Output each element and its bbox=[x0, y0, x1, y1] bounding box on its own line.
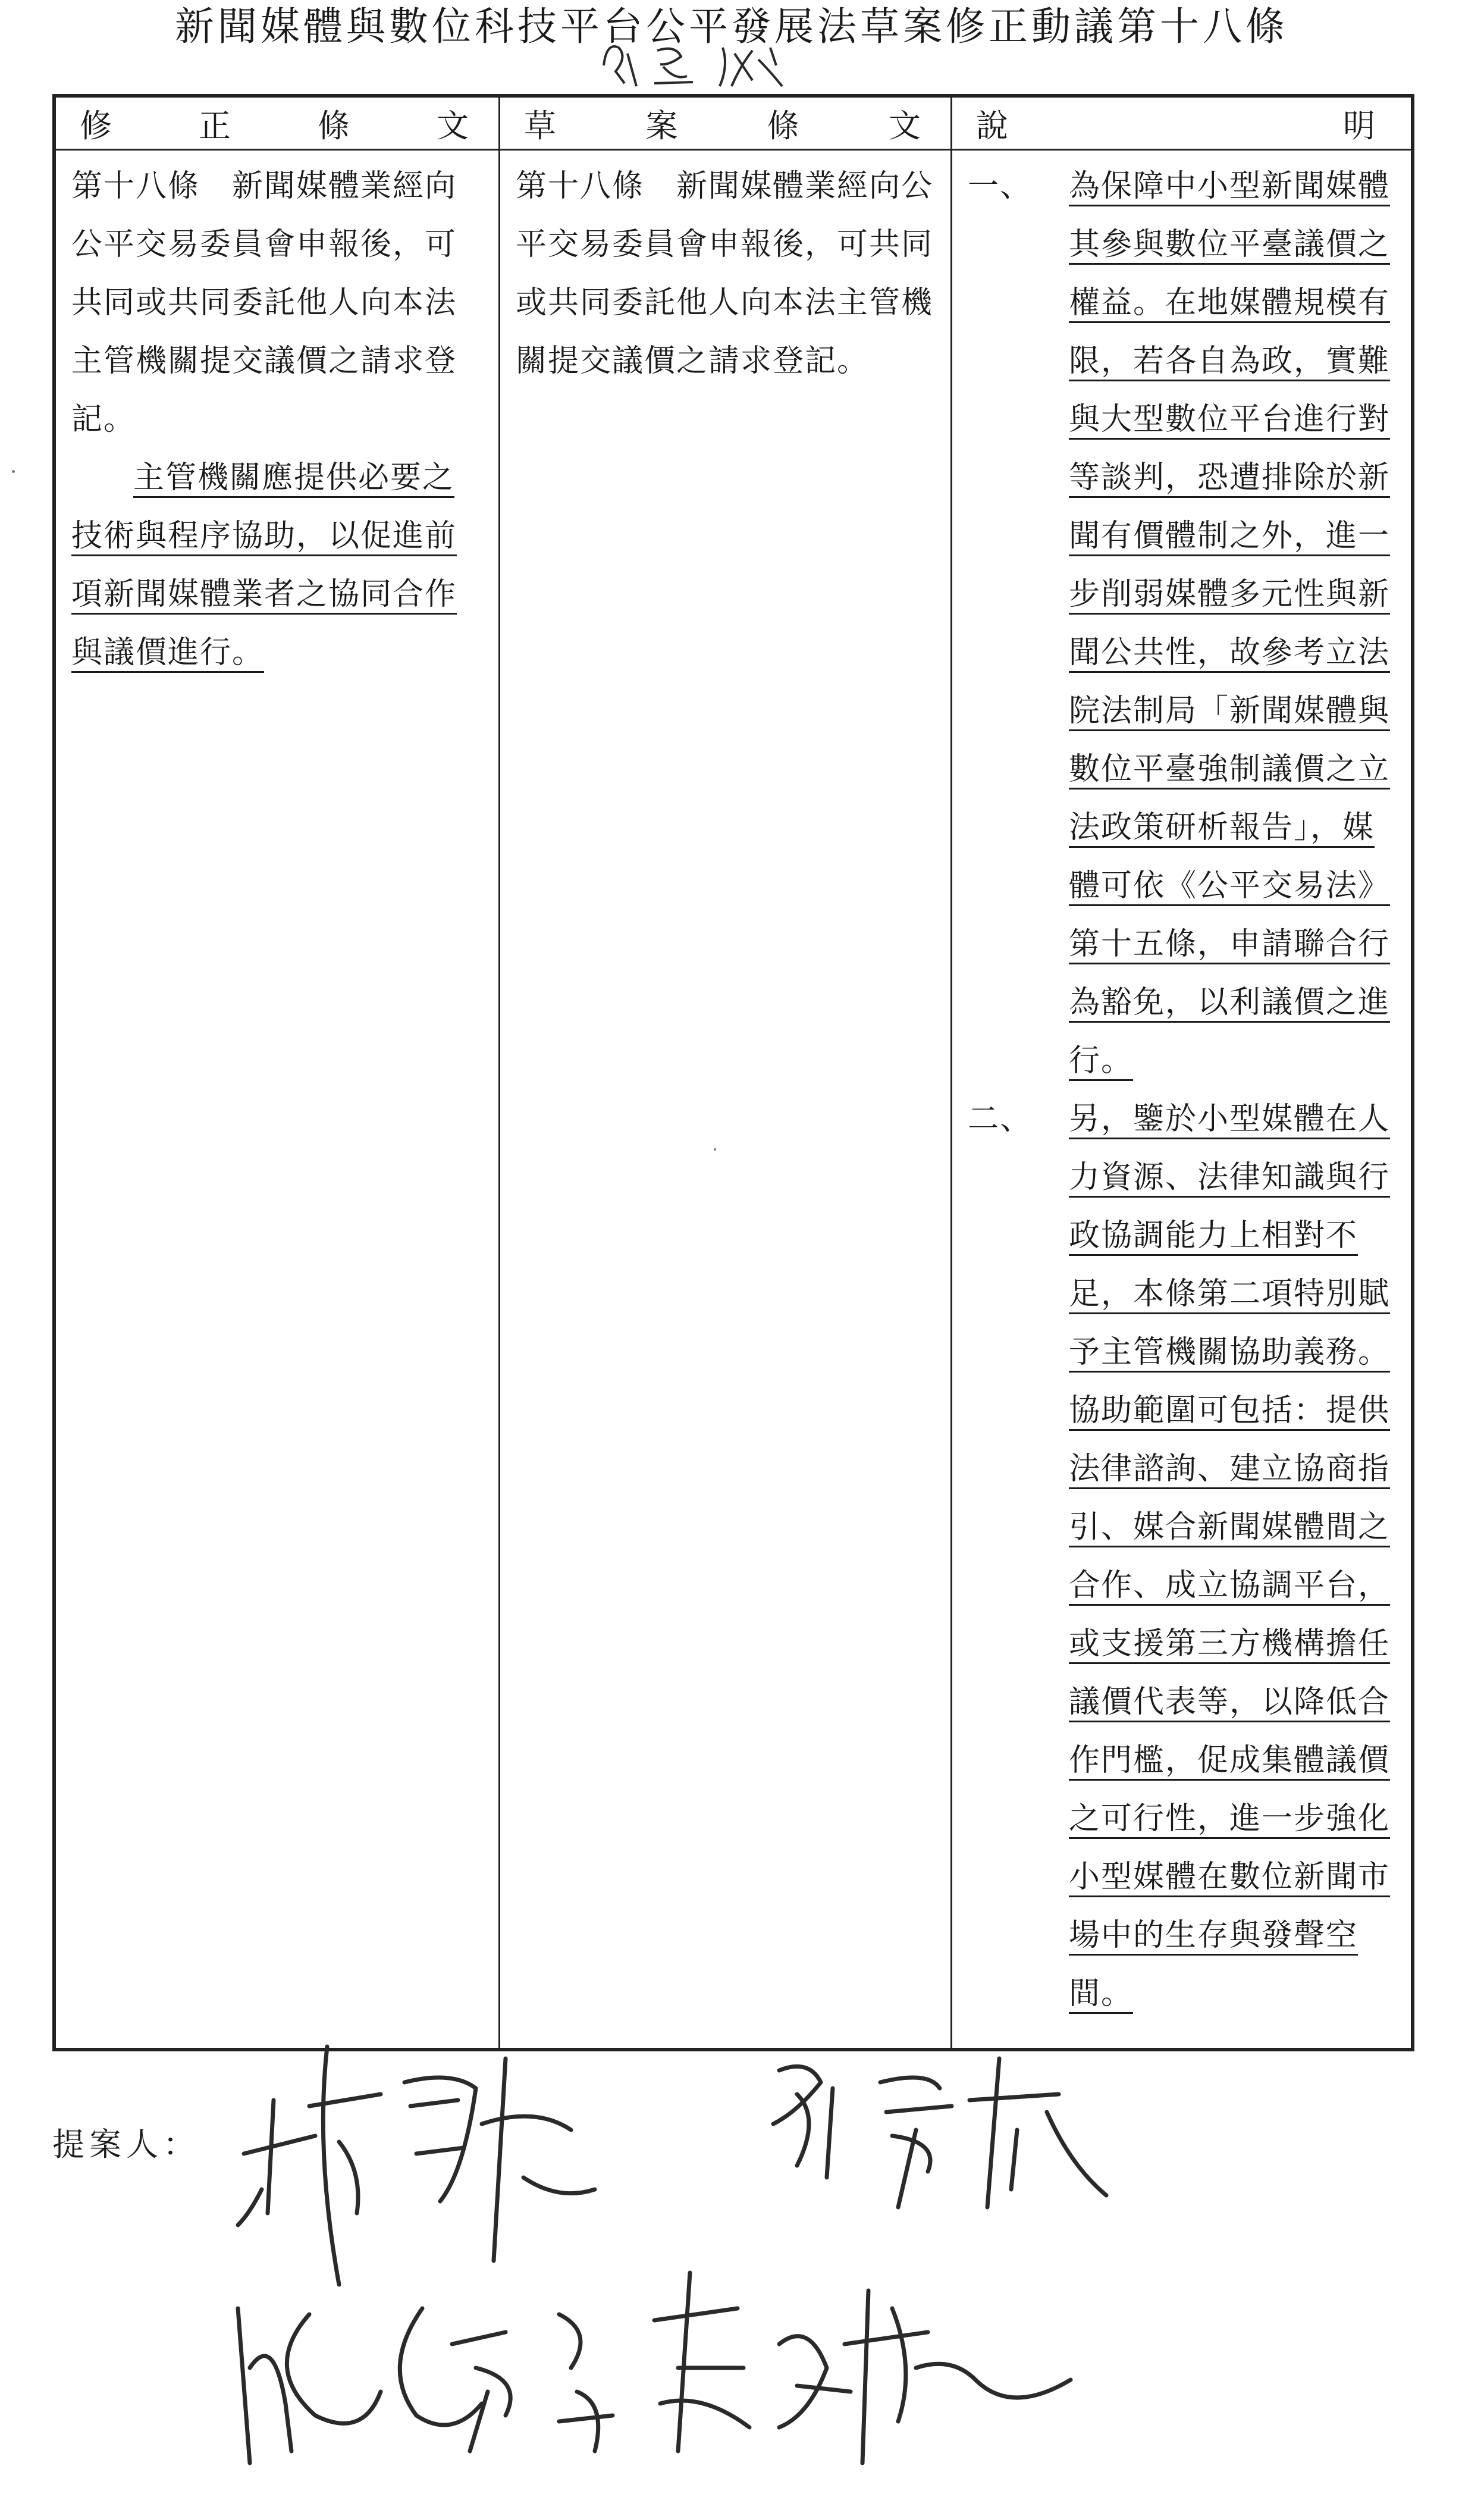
document-title: 新聞媒體與數位科技平台公平發展法草案修正動議第十八條 bbox=[175, 4, 1288, 49]
header-char: 草 bbox=[524, 106, 556, 145]
explanation-item bbox=[968, 157, 1398, 1090]
header-char: 文 bbox=[437, 106, 469, 145]
handwritten-signatures bbox=[226, 2035, 1392, 2475]
explanation-column bbox=[952, 157, 1411, 2023]
amendment-table bbox=[52, 94, 1414, 2051]
amended-text-column bbox=[56, 157, 498, 682]
explanation-item-text: 另，鑒於小型媒體在人力資源、法律知識與行政協調能力上相對不足，本條第二項特別賦予主管機關協助義務。協助範圍可包括：提供法律諮詢、建立協商指引、媒合新聞媒體間之合作、成立協調平台，或支援第三方機構擔任議價代表等，以降低合作門檻，促成集體議價之可行性，進一步強化小型媒體在數位新聞市場中的生存與發聲空間。 bbox=[1069, 1101, 1391, 2012]
scan-speck bbox=[12, 470, 15, 473]
explanation-item bbox=[968, 1090, 1398, 2023]
header-divider bbox=[56, 149, 1411, 151]
header-char: 說 bbox=[976, 106, 1008, 145]
draft-paragraph-1: 第十八條 新聞媒體業經向公平交易委員會申報後，可共同或共同委託他人向本法主管機關提交議價之請求登記。 bbox=[516, 168, 934, 379]
amended-paragraph-2: 主管機關應提供必要之技術與程序協助，以促進前項新聞媒體業者之協同合作與議價進行。 bbox=[71, 460, 457, 671]
header-char: 案 bbox=[645, 106, 678, 145]
amended-paragraph-2-wrapper bbox=[71, 449, 483, 682]
explanation-item-number: 一、 bbox=[968, 168, 1033, 204]
header-explanation bbox=[952, 98, 1411, 149]
header-draft-text bbox=[500, 98, 950, 149]
explanation-item-number: 二、 bbox=[968, 1101, 1033, 1137]
handwritten-party-note bbox=[592, 30, 830, 95]
proposer-label: 提案人： bbox=[52, 2126, 200, 2163]
amended-paragraph-1: 第十八條 新聞媒體業經向公平交易委員會申報後，可共同或共同委託他人向本法主管機關提交議價之請求登記。 bbox=[71, 168, 457, 437]
draft-text-column bbox=[500, 157, 950, 390]
header-char: 正 bbox=[199, 106, 231, 145]
header-char: 修 bbox=[80, 106, 112, 145]
header-char: 文 bbox=[888, 106, 921, 145]
explanation-item-text: 為保障中小型新聞媒體其參與數位平臺議價之權益。在地媒體規模有限，若各自為政，實難與大型數位平台進行對等談判，恐遭排除於新聞有價體制之外，進一步削弱媒體多元性與新聞公共性，故參考立法院法制局「新聞媒體與數位平臺強制議價之立法政策研析報告」，媒體可依《公平交易法》第十五條，申請聯合行為豁免，以利議價之進行。 bbox=[1069, 168, 1391, 1079]
header-amended-text bbox=[56, 98, 498, 149]
header-char: 明 bbox=[1343, 106, 1375, 145]
header-char: 條 bbox=[767, 106, 799, 145]
header-char: 條 bbox=[318, 106, 350, 145]
